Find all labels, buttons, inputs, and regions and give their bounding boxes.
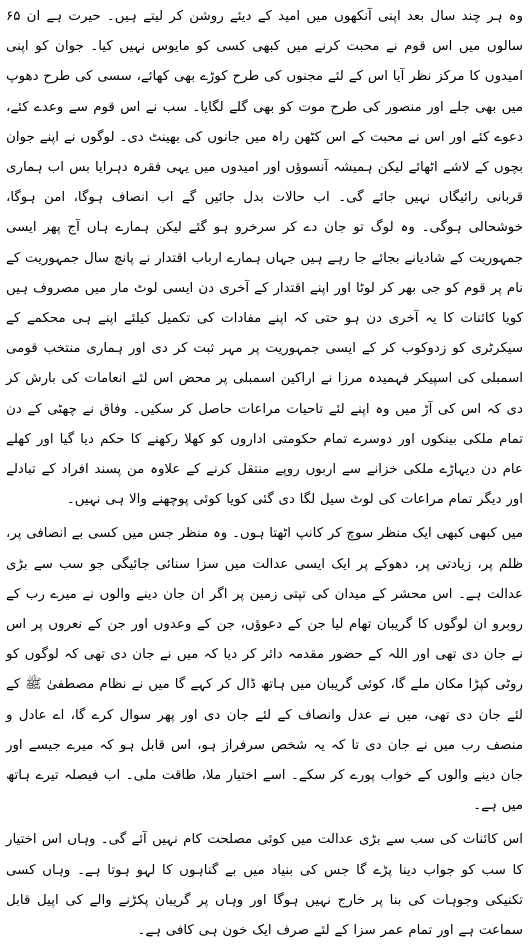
paragraph-2: میں کبھی کبھی ایک منظر سوچ کر کانپ اٹھتا ہوں۔ وہ منظر جس میں کسی بے انصافی پر، ظلم پر، زیادتی پر، دھوکے پر ایک ایسی عدالت میں سزا سنائی جائیگی جو سب سے بڑی عدالت ہے۔ اس محشر کے میدان کی تپتی زمین پر اگر ان جان دینے والوں نے میرے رب کے روبرو ان لوگوں کا گریبان تھام لیا جن کے دعوؤں، جن کے وعدوں اور جن کے نعروں پر اس نے جان دی تھی اور اللہ کے حضور مقدمہ دائر کر دیا کہ میں نے جان دی تھی کہ لوگوں کو روٹی کپڑا مکان ملے گا، کوئی گریبان میں ہاتھ ڈال کر کہے گا میں نے نظام مصطفیٰ ﷺ کے لئے جان دی تھی، میں نے عدل وانصاف کے لئے جان دی اور پھر سوال کرے گا، اے عادل و منصف رب میں نے جان دی تا کہ یہ شخص سرفراز ہو، اس قابل ہو کہ میرے جیسے اور جان دینے والوں کے خواب پورے کر سکے۔ اسے اختیار ملا، طاقت ملی۔ اب فیصلہ تیرے ہاتھ میں ہے۔ — [6, 526, 523, 814]
paragraph-1: وہ ہر چند سال بعد اپنی آنکھوں میں امید کے دیئے روشن کر لیتے ہیں۔ حیرت ہے ان ۶۵ سالوں میں اس قوم نے محبت کرنے میں کبھی کسی کو مایوس نہیں کیا۔ جوان کو اپنی امیدوں کا مرکز نظر آیا اس کے لئے مجنوں کی طرح کوڑے بھی کھائے، سسی کی طرح دھوپ میں بھی جلے اور منصور کی طرح موت کو بھی گلے لگایا۔ سب نے اس قوم سے وعدے کئے، دعوے کئے اور اس نے محبت کے اس کٹھن راہ میں جانوں کی بھینٹ دی۔ لوگوں نے اپنے جوان بچوں کے لاشے اٹھائے لیکن ہمیشہ آنسوؤں اور امیدوں میں یہی فقرہ دہرایا بس اب ہماری قربانی رائیگاں نہیں جائے گی۔ اب حالات بدل جائیں گے اب انصاف ہوگا، امن ہوگا، خوشحالی ہوگی۔ وہ لوگ تو جان دے کر سرخرو ہو گئے لیکن ہمارے ہاں آج پھر ایسی جمہوریت کے شادیانے بجائے جا رہے ہیں جہاں ہمارے ارباب اقتدار نے پانچ سال جمہوریت کے نام پر قوم کو جی بھر کر لوٹا اور اپنے اقتدار کے آخری دن ایسی لوٹ مار میں مصروف ہیں کویا کائنات کا یہ آخری دن ہو حتی کہ اپنے مفادات کی تکمیل کیلئے اپنے ہی محکمے کے سیکرٹری کو زدوکوب کر کے ایسی جمہوریت پر مہر ثبت کر دی اور ہماری منتخب قومی اسمبلی کی اسپیکر فہمیدہ مرزا نے اراکین اسمبلی پر محض اس لئے انعامات کی بارش کر دی کہ اس کی آڑ میں وہ اپنے لئے تاحیات مراعات حاصل کر سکیں۔ وفاق نے چھٹی کے دن تمام ملکی بینکوں اور دوسرے تمام حکومتی اداروں کو کھلا رکھنے کا حکم دیا گیا اور کھلے عام دن دیہاڑے ملکی خزانے سے اربوں روپے منتقل کرنے کے علاوہ من پسند افراد کے تبادلے اور دیگر تمام مراعات کی لوٹ سیل لگا دی گئی کویا کوئی پوچھنے والا ہی نہیں۔ — [6, 9, 523, 508]
paragraph-3: اس کائنات کی سب سے بڑی عدالت میں کوئی مصلحت کام نہیں آئے گی۔ وہاں اس اختیار کا سب کو جواب دینا پڑے گا جس کی بنیاد میں بے گناہوں کا لہو ہوتا ہے۔ وہاں کسی تکنیکی وجوہات کی بنا پر خارج نہیں ہوگا اور وہاں پر گریبان پکڑنے والے کی اپیل قابل سماعت ہے اور تمام عمر سزا کے لئے صرف ایک خون ہی کافی ہے۔ — [6, 832, 523, 939]
